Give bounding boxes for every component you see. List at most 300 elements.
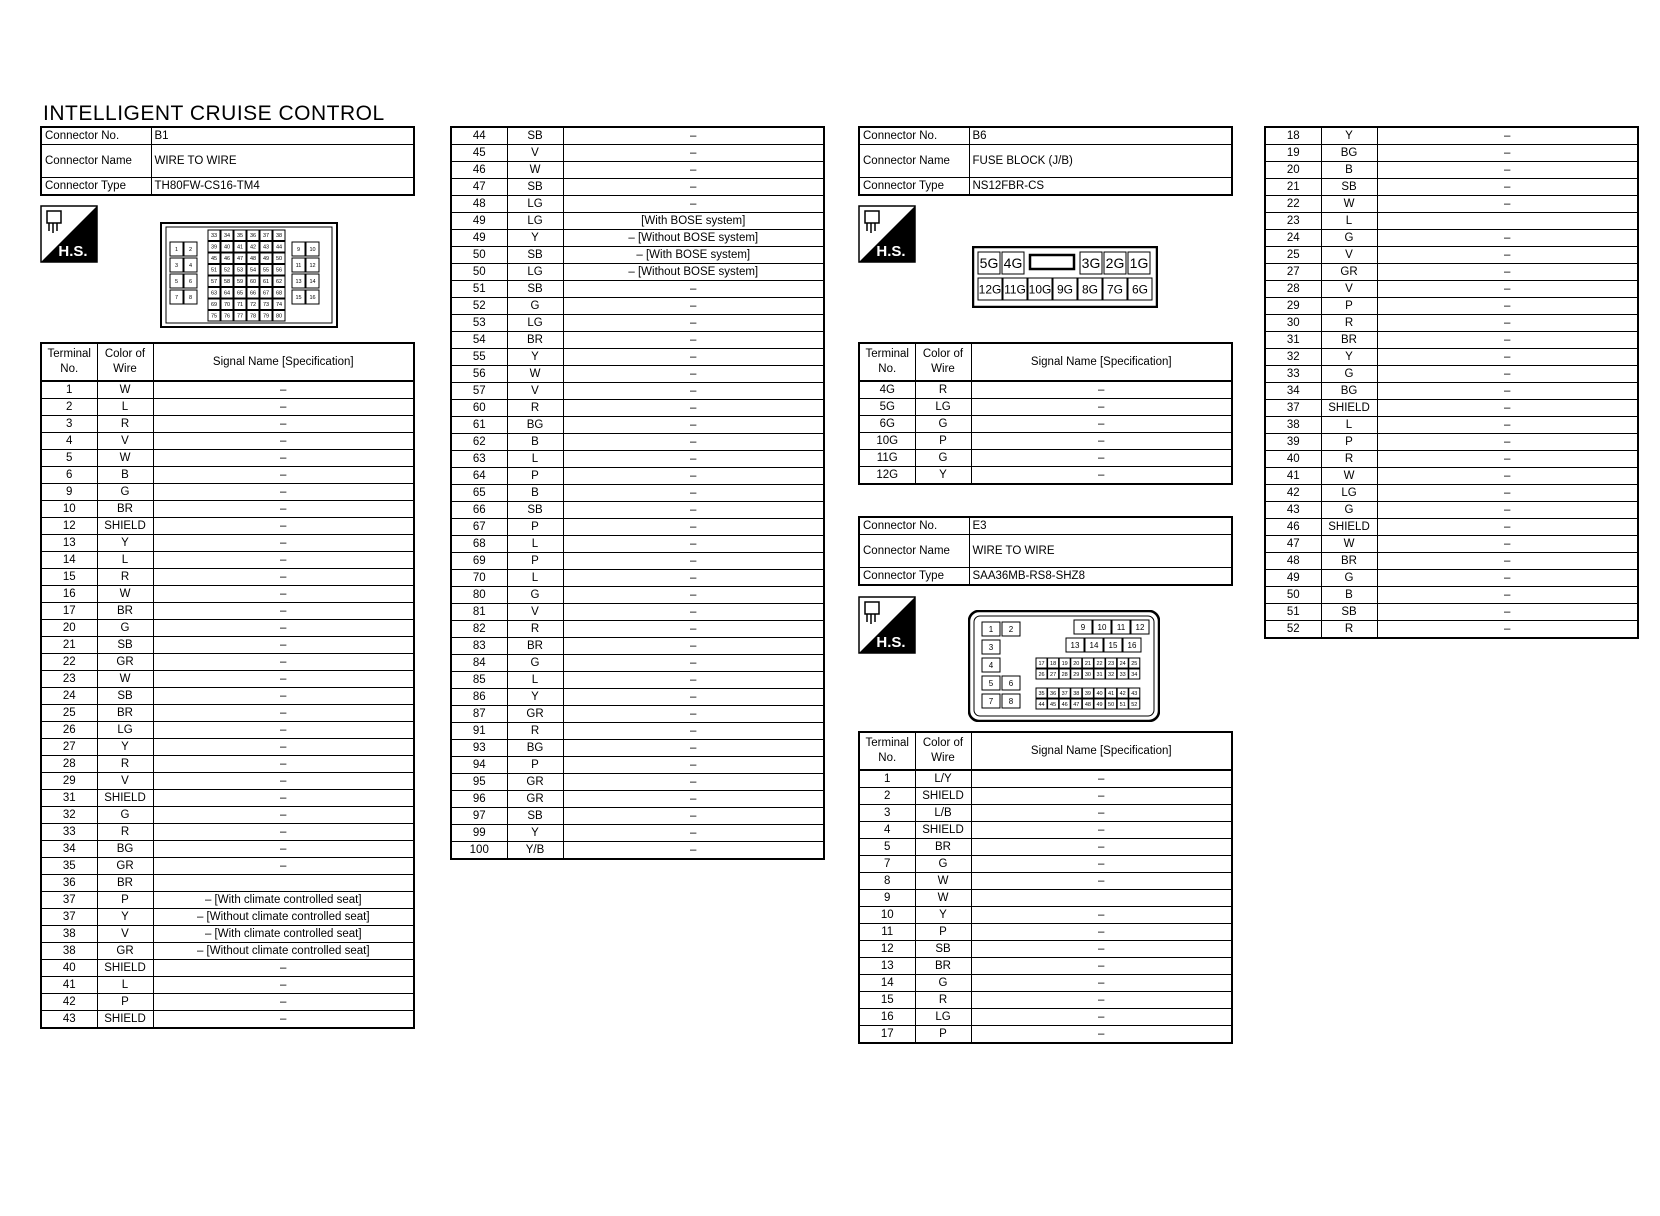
table-row bbox=[41, 892, 414, 909]
signal-name-cell: – bbox=[563, 808, 824, 825]
table-row bbox=[1265, 298, 1638, 315]
terminal-no-cell: 22 bbox=[1265, 196, 1321, 213]
table-row bbox=[41, 960, 414, 977]
table-row bbox=[859, 975, 1232, 992]
signal-name-cell: – bbox=[1377, 451, 1638, 468]
connector-e3-panel bbox=[858, 516, 1233, 586]
signal-name-cell: – bbox=[971, 416, 1232, 433]
pin-label: 45 bbox=[210, 256, 218, 263]
pin-label: 34 bbox=[223, 233, 231, 240]
wire-color-cell: G bbox=[1321, 366, 1377, 383]
signal-name-cell: – bbox=[563, 740, 824, 757]
pin-label: 7G bbox=[1106, 282, 1124, 297]
table-row bbox=[41, 535, 414, 552]
signal-name-cell: – bbox=[563, 723, 824, 740]
table-row bbox=[451, 230, 824, 247]
signal-name-cell: – bbox=[153, 807, 414, 824]
pin-label: 10 bbox=[1097, 622, 1107, 632]
signal-name-cell: – bbox=[153, 433, 414, 450]
signal-name-cell: – bbox=[563, 485, 824, 502]
signal-name-cell: – bbox=[1377, 298, 1638, 315]
wire-color-cell: Y bbox=[915, 467, 971, 485]
signal-name-cell bbox=[971, 890, 1232, 907]
signal-name-cell: – bbox=[563, 655, 824, 672]
wire-color-cell: LG bbox=[507, 213, 563, 230]
terminal-no-cell: 40 bbox=[1265, 451, 1321, 468]
terminal-no-cell: 100 bbox=[451, 842, 507, 860]
terminal-no-cell: 2 bbox=[859, 788, 915, 805]
wire-color-cell: P bbox=[1321, 298, 1377, 315]
terminal-no-cell: 4G bbox=[859, 381, 915, 399]
terminal-no-cell: 53 bbox=[451, 315, 507, 332]
table-row bbox=[1265, 162, 1638, 179]
terminal-rows bbox=[41, 381, 414, 1028]
terminal-no-cell: 32 bbox=[1265, 349, 1321, 366]
wire-color-cell: BR bbox=[97, 875, 153, 892]
table-row bbox=[451, 264, 824, 281]
signal-name-cell: – bbox=[563, 127, 824, 145]
table-row bbox=[451, 740, 824, 757]
wire-color-cell: V bbox=[97, 433, 153, 450]
table-row bbox=[451, 213, 824, 230]
signal-name-cell: – bbox=[153, 994, 414, 1011]
pin-label: 51 bbox=[1119, 701, 1126, 708]
connector-no-label: Connector No. bbox=[41, 127, 151, 145]
harness-side-icon bbox=[858, 596, 916, 654]
signal-name-cell: – bbox=[153, 416, 414, 433]
signal-name-cell: – [With climate controlled seat] bbox=[153, 892, 414, 909]
pin-label: 66 bbox=[249, 290, 257, 297]
table-row bbox=[451, 553, 824, 570]
wire-color-cell: G bbox=[915, 856, 971, 873]
terminal-no-cell: 8 bbox=[859, 873, 915, 890]
terminal-no-cell: 37 bbox=[41, 892, 97, 909]
terminal-no-cell: 12 bbox=[41, 518, 97, 535]
pin-label: 46 bbox=[1061, 701, 1068, 708]
signal-name-cell: – bbox=[153, 841, 414, 858]
wire-color-cell: LG bbox=[97, 722, 153, 739]
pin-label: 17 bbox=[1038, 660, 1045, 667]
terminal-no-cell: 38 bbox=[1265, 417, 1321, 434]
signal-name-cell: – bbox=[153, 603, 414, 620]
wire-color-cell: Y/B bbox=[507, 842, 563, 860]
pin-label: 48 bbox=[249, 256, 257, 263]
table-row bbox=[451, 417, 824, 434]
wire-color-cell: Y bbox=[1321, 127, 1377, 145]
pin-label: 36 bbox=[1050, 690, 1057, 697]
wire-color-cell: SHIELD bbox=[97, 1011, 153, 1029]
wire-color-cell: R bbox=[97, 824, 153, 841]
wire-color-cell: GR bbox=[507, 774, 563, 791]
table-row bbox=[1265, 213, 1638, 230]
terminal-no-cell: 65 bbox=[451, 485, 507, 502]
connector-no-label: Connector No. bbox=[859, 517, 969, 535]
table-row bbox=[451, 400, 824, 417]
terminal-no-cell: 50 bbox=[1265, 587, 1321, 604]
pin-label: 64 bbox=[223, 290, 231, 297]
table-row bbox=[859, 890, 1232, 907]
connector-name-value: WIRE TO WIRE bbox=[969, 535, 1232, 568]
connector-type-value: NS12FBR-CS bbox=[969, 178, 1232, 196]
terminal-no-cell: 5 bbox=[41, 450, 97, 467]
table-row bbox=[1265, 553, 1638, 570]
signal-name-cell: – bbox=[563, 825, 824, 842]
signal-name-cell: – bbox=[563, 621, 824, 638]
signal-name-header: Signal Name [Specification] bbox=[971, 343, 1232, 381]
table-row bbox=[1265, 230, 1638, 247]
signal-name-cell: – bbox=[153, 484, 414, 501]
pin-label: 30 bbox=[1084, 671, 1091, 678]
table-row bbox=[451, 536, 824, 553]
wire-color-cell: B bbox=[507, 485, 563, 502]
pin-label: 8 bbox=[188, 294, 193, 301]
table-row bbox=[41, 501, 414, 518]
wire-color-cell: G bbox=[97, 484, 153, 501]
pin-label: 7 bbox=[988, 696, 994, 706]
signal-name-cell: – bbox=[1377, 553, 1638, 570]
signal-name-cell: – bbox=[1377, 468, 1638, 485]
signal-name-cell: – bbox=[971, 399, 1232, 416]
signal-name-cell: – bbox=[971, 467, 1232, 485]
terminal-no-cell: 6G bbox=[859, 416, 915, 433]
terminal-no-cell: 4 bbox=[41, 433, 97, 450]
wire-color-cell: L bbox=[1321, 417, 1377, 434]
pin-label: 1 bbox=[988, 624, 994, 634]
pin-label: 72 bbox=[249, 302, 257, 309]
terminal-no-cell: 28 bbox=[1265, 281, 1321, 298]
signal-name-cell: – bbox=[1377, 127, 1638, 145]
pin-label: 5 bbox=[174, 278, 179, 285]
signal-name-cell: – bbox=[153, 824, 414, 841]
wire-color-cell: BR bbox=[97, 501, 153, 518]
signal-name-cell: – bbox=[971, 839, 1232, 856]
table-row bbox=[451, 638, 824, 655]
wire-color-cell: LG bbox=[507, 315, 563, 332]
signal-name-cell: – bbox=[153, 1011, 414, 1029]
terminal-no-cell: 20 bbox=[41, 620, 97, 637]
table-row bbox=[859, 992, 1232, 1009]
wire-color-cell: BR bbox=[97, 705, 153, 722]
wire-color-cell: W bbox=[1321, 536, 1377, 553]
table-row bbox=[1265, 417, 1638, 434]
terminal-no-cell: 3 bbox=[41, 416, 97, 433]
terminal-no-cell: 47 bbox=[1265, 536, 1321, 553]
table-row bbox=[859, 788, 1232, 805]
table-row bbox=[1265, 281, 1638, 298]
terminal-no-cell: 37 bbox=[41, 909, 97, 926]
signal-name-cell: – bbox=[1377, 230, 1638, 247]
pin-label: 35 bbox=[236, 233, 244, 240]
pin-label: 70 bbox=[223, 302, 231, 309]
pin-label: 29 bbox=[1073, 671, 1080, 678]
signal-name-cell: – bbox=[563, 689, 824, 706]
pin-label: 37 bbox=[1061, 690, 1068, 697]
table-row bbox=[1265, 145, 1638, 162]
terminal-rows bbox=[859, 770, 1232, 1043]
connector-b6-terminals bbox=[858, 342, 1233, 485]
table-row bbox=[41, 1011, 414, 1029]
terminal-no-cell: 43 bbox=[1265, 502, 1321, 519]
pin-label: 3 bbox=[988, 642, 994, 652]
wire-color-cell: LG bbox=[915, 1009, 971, 1026]
wire-color-cell: GR bbox=[1321, 264, 1377, 281]
pin-label: 25 bbox=[1131, 660, 1138, 667]
pin-label: 50 bbox=[1108, 701, 1115, 708]
terminal-no-cell: 29 bbox=[41, 773, 97, 790]
pin-label: 52 bbox=[1131, 701, 1138, 708]
terminal-no-cell: 19 bbox=[1265, 145, 1321, 162]
table-row bbox=[451, 349, 824, 366]
terminal-no-cell: 49 bbox=[451, 213, 507, 230]
pin-label: 61 bbox=[262, 279, 270, 286]
wire-color-cell: SHIELD bbox=[97, 518, 153, 535]
wire-color-cell: P bbox=[507, 468, 563, 485]
connector-b6-panel bbox=[858, 126, 1233, 196]
terminal-no-cell: 33 bbox=[1265, 366, 1321, 383]
wire-color-cell: G bbox=[507, 655, 563, 672]
terminal-no-cell: 86 bbox=[451, 689, 507, 706]
signal-name-cell: – bbox=[153, 756, 414, 773]
pin-label: 38 bbox=[1073, 690, 1080, 697]
table-row bbox=[41, 722, 414, 739]
terminal-no-cell: 11G bbox=[859, 450, 915, 467]
terminal-no-cell: 93 bbox=[451, 740, 507, 757]
pin-label: 11 bbox=[1116, 622, 1126, 632]
signal-name-cell: – bbox=[153, 671, 414, 688]
wire-color-cell: G bbox=[97, 807, 153, 824]
pin-label: 73 bbox=[262, 302, 270, 309]
terminal-no-cell: 48 bbox=[1265, 553, 1321, 570]
signal-name-cell: – bbox=[563, 315, 824, 332]
wire-color-cell: V bbox=[507, 604, 563, 621]
wire-color-cell: L/B bbox=[915, 805, 971, 822]
table-row bbox=[41, 739, 414, 756]
wire-color-cell: Y bbox=[507, 230, 563, 247]
signal-name-cell: – bbox=[971, 992, 1232, 1009]
signal-name-cell: – bbox=[971, 770, 1232, 788]
terminal-no-cell: 26 bbox=[41, 722, 97, 739]
pin-label: 35 bbox=[1038, 690, 1045, 697]
terminal-no-cell: 94 bbox=[451, 757, 507, 774]
wire-color-cell: W bbox=[97, 450, 153, 467]
terminal-no-cell: 15 bbox=[41, 569, 97, 586]
table-row bbox=[451, 587, 824, 604]
signal-name-cell: – bbox=[1377, 264, 1638, 281]
signal-name-cell: – bbox=[563, 366, 824, 383]
wire-color-cell: W bbox=[97, 671, 153, 688]
pin-label: 8G bbox=[1081, 282, 1099, 297]
terminal-no-cell: 14 bbox=[41, 552, 97, 569]
pin-label: 63 bbox=[210, 290, 218, 297]
table-row bbox=[41, 994, 414, 1011]
pin-label: 7 bbox=[174, 294, 179, 301]
wire-color-cell: P bbox=[97, 892, 153, 909]
terminal-no-cell: 43 bbox=[41, 1011, 97, 1029]
table-row bbox=[451, 451, 824, 468]
table-row bbox=[41, 909, 414, 926]
harness-side-icon bbox=[40, 205, 98, 263]
terminal-no-cell: 42 bbox=[1265, 485, 1321, 502]
wire-color-cell: L/Y bbox=[915, 770, 971, 788]
pin-label: 19 bbox=[1061, 660, 1068, 667]
color-of-wire-header: Color of Wire bbox=[915, 732, 971, 770]
pin-label: 4 bbox=[988, 660, 994, 670]
pin-label: 32 bbox=[1108, 671, 1115, 678]
wire-color-cell: R bbox=[1321, 315, 1377, 332]
pin-label: 18 bbox=[1050, 660, 1057, 667]
pin-label: 41 bbox=[236, 244, 244, 251]
terminal-no-cell: 84 bbox=[451, 655, 507, 672]
pin-label: 21 bbox=[1084, 660, 1091, 667]
table-row bbox=[859, 822, 1232, 839]
signal-name-cell: – bbox=[563, 383, 824, 400]
pin-label: 54 bbox=[249, 267, 257, 274]
signal-name-cell: – bbox=[971, 805, 1232, 822]
table-row bbox=[41, 518, 414, 535]
wire-color-cell: LG bbox=[915, 399, 971, 416]
pin-label: 44 bbox=[275, 244, 283, 251]
wire-color-cell: BR bbox=[1321, 553, 1377, 570]
terminal-table-b1 bbox=[40, 342, 415, 1029]
signal-name-cell: – bbox=[971, 856, 1232, 873]
terminal-no-cell: 61 bbox=[451, 417, 507, 434]
wire-color-cell: SB bbox=[507, 179, 563, 196]
signal-name-cell: – bbox=[971, 822, 1232, 839]
signal-name-cell: – bbox=[971, 450, 1232, 467]
signal-name-cell: – bbox=[153, 858, 414, 875]
wire-color-cell: W bbox=[507, 366, 563, 383]
pin-label: 45 bbox=[1050, 701, 1057, 708]
signal-name-cell: – bbox=[1377, 434, 1638, 451]
wire-color-cell: GR bbox=[507, 706, 563, 723]
terminal-no-cell: 52 bbox=[1265, 621, 1321, 639]
terminal-no-cell: 10 bbox=[859, 907, 915, 924]
table-row bbox=[41, 484, 414, 501]
table-row bbox=[41, 569, 414, 586]
table-row bbox=[451, 434, 824, 451]
connector-name-label: Connector Name bbox=[859, 535, 969, 568]
wire-color-cell: R bbox=[1321, 621, 1377, 639]
hs-badge-text: H.S. bbox=[876, 634, 906, 651]
pin-label: 13 bbox=[1070, 640, 1080, 650]
table-row bbox=[451, 621, 824, 638]
wire-color-cell: R bbox=[915, 381, 971, 399]
wire-color-cell: B bbox=[1321, 587, 1377, 604]
wire-color-cell: BR bbox=[97, 603, 153, 620]
wire-color-cell: LG bbox=[507, 196, 563, 213]
wire-color-cell: W bbox=[915, 873, 971, 890]
wire-color-cell: P bbox=[915, 433, 971, 450]
pin-label: 12 bbox=[309, 262, 316, 269]
signal-name-cell: – bbox=[563, 196, 824, 213]
table-row bbox=[451, 842, 824, 860]
signal-name-cell: – [With BOSE system] bbox=[563, 247, 824, 264]
table-row bbox=[451, 366, 824, 383]
terminal-no-cell: 23 bbox=[41, 671, 97, 688]
pin-label: 10 bbox=[309, 246, 316, 253]
pin-label: 40 bbox=[1096, 690, 1103, 697]
terminal-no-cell: 5 bbox=[859, 839, 915, 856]
signal-name-cell: – bbox=[1377, 366, 1638, 383]
terminal-no-cell: 24 bbox=[1265, 230, 1321, 247]
table-row bbox=[1265, 519, 1638, 536]
terminal-no-cell: 57 bbox=[451, 383, 507, 400]
pin-label: 2 bbox=[1008, 624, 1014, 634]
wire-color-cell: B bbox=[97, 467, 153, 484]
pin-label: 43 bbox=[262, 244, 270, 251]
wire-color-cell: P bbox=[915, 1026, 971, 1044]
connector-name-value: FUSE BLOCK (J/B) bbox=[969, 145, 1232, 178]
terminal-no-cell: 33 bbox=[41, 824, 97, 841]
signal-name-cell: – [Without BOSE system] bbox=[563, 264, 824, 281]
table-row bbox=[41, 858, 414, 875]
pin-label: 14 bbox=[309, 278, 316, 285]
table-row bbox=[451, 298, 824, 315]
pin-label: 24 bbox=[1119, 660, 1126, 667]
pin-label: 60 bbox=[249, 279, 257, 286]
wire-color-cell: L bbox=[507, 672, 563, 689]
wire-color-cell: SB bbox=[507, 127, 563, 145]
table-row bbox=[451, 196, 824, 213]
signal-name-cell: – bbox=[153, 535, 414, 552]
wire-color-cell: R bbox=[97, 756, 153, 773]
table-row bbox=[451, 519, 824, 536]
signal-name-cell: – bbox=[1377, 519, 1638, 536]
signal-name-cell: – bbox=[1377, 281, 1638, 298]
wire-color-cell: BR bbox=[915, 839, 971, 856]
table-row bbox=[1265, 434, 1638, 451]
pin-label: 20 bbox=[1073, 660, 1080, 667]
pin-label: 40 bbox=[223, 244, 231, 251]
wire-color-cell: BR bbox=[507, 638, 563, 655]
pin-label: 31 bbox=[1096, 671, 1103, 678]
terminal-no-cell: 69 bbox=[451, 553, 507, 570]
signal-name-cell: – bbox=[563, 638, 824, 655]
terminal-no-cell: 17 bbox=[41, 603, 97, 620]
terminal-no-cell: 91 bbox=[451, 723, 507, 740]
terminal-no-cell: 41 bbox=[41, 977, 97, 994]
terminal-no-cell: 24 bbox=[41, 688, 97, 705]
signal-name-cell: – [Without BOSE system] bbox=[563, 230, 824, 247]
signal-name-cell: – bbox=[971, 941, 1232, 958]
wire-color-cell: L bbox=[97, 552, 153, 569]
table-row bbox=[1265, 315, 1638, 332]
terminal-no-cell: 70 bbox=[451, 570, 507, 587]
pin-label: 16 bbox=[309, 294, 316, 301]
terminal-no-cell: 34 bbox=[1265, 383, 1321, 400]
signal-name-cell: – bbox=[563, 298, 824, 315]
terminal-no-cell: 20 bbox=[1265, 162, 1321, 179]
wire-color-cell: BR bbox=[1321, 332, 1377, 349]
terminal-no-cell: 97 bbox=[451, 808, 507, 825]
pin-label: 53 bbox=[236, 267, 244, 274]
signal-name-cell: – bbox=[563, 672, 824, 689]
terminal-no-cell: 21 bbox=[1265, 179, 1321, 196]
terminal-no-cell: 31 bbox=[41, 790, 97, 807]
pin-label: 77 bbox=[236, 313, 244, 320]
wire-color-cell: BG bbox=[1321, 145, 1377, 162]
signal-name-cell: – bbox=[563, 553, 824, 570]
connector-no-value: E3 bbox=[969, 517, 1232, 535]
terminal-no-cell: 63 bbox=[451, 451, 507, 468]
terminal-no-cell: 10G bbox=[859, 433, 915, 450]
pin-label: 9G bbox=[1056, 282, 1074, 297]
terminal-no-cell: 85 bbox=[451, 672, 507, 689]
terminal-no-cell: 22 bbox=[41, 654, 97, 671]
terminal-no-cell: 47 bbox=[451, 179, 507, 196]
terminal-no-cell: 18 bbox=[1265, 127, 1321, 145]
terminal-no-cell: 51 bbox=[451, 281, 507, 298]
